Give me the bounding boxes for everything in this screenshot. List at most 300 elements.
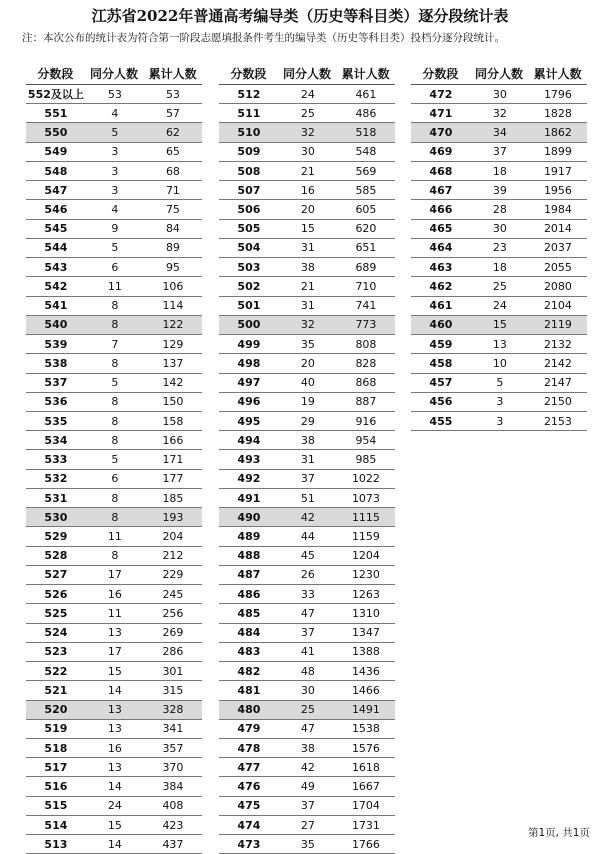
same-count-cell: 14 [107,780,122,794]
same-count-cell: 18 [492,260,507,274]
cumulative-cell: 1263 [351,587,380,601]
same-count-cell: 35 [300,837,315,851]
score-cell: 499 [237,337,261,351]
table-row [219,181,395,200]
cumulative-cell: 114 [162,299,184,313]
cumulative-cell: 1667 [351,780,380,794]
score-cell: 513 [44,837,68,851]
header-same-count: 同分人数 [475,66,524,81]
score-cell: 478 [237,741,261,755]
cumulative-cell: 137 [162,356,184,370]
same-count-cell: 31 [300,241,315,255]
header-cumulative: 累计人数 [341,66,390,81]
score-cell: 509 [237,145,261,159]
same-count-cell: 8 [111,356,119,370]
score-cell: 519 [44,722,68,736]
same-count-cell: 15 [107,818,122,832]
table-row [219,585,395,604]
table-row [26,200,202,219]
table-header [411,62,587,85]
score-cell: 535 [44,414,68,428]
table-header [26,62,202,85]
table-row [219,643,395,662]
same-count-cell: 9 [111,222,119,236]
table-row [26,508,202,527]
score-cell: 541 [44,299,68,313]
score-cell: 539 [44,337,68,351]
table-row [26,316,202,335]
same-count-cell: 25 [300,703,315,717]
cumulative-cell: 1310 [351,606,380,620]
same-count-cell: 14 [107,837,122,851]
score-cell: 477 [237,760,261,774]
same-count-cell: 30 [300,145,315,159]
score-cell: 536 [44,395,68,409]
cumulative-cell: 2014 [543,222,572,236]
score-cell: 458 [429,356,453,370]
score-cell: 493 [237,453,261,467]
table-row [26,277,202,296]
same-count-cell: 20 [300,203,315,217]
table-column-3 [411,62,587,431]
same-count-cell: 16 [107,741,122,755]
score-cell: 488 [237,549,261,563]
score-cell: 524 [44,626,68,640]
cumulative-cell: 1828 [543,106,572,120]
table-row [411,258,587,277]
table-row [219,816,395,835]
table-row [219,162,395,181]
table-row [411,239,587,258]
table-row [26,604,202,623]
table-row [411,335,587,354]
score-cell: 504 [237,241,261,255]
table-row [219,393,395,412]
cumulative-cell: 1022 [351,472,380,486]
header-score: 分数段 [230,66,267,81]
cumulative-cell: 423 [162,818,184,832]
same-count-cell: 48 [300,664,315,678]
same-count-cell: 11 [107,279,122,293]
table-column-2 [219,62,395,854]
table-row [219,681,395,700]
table-column-1 [26,62,202,854]
score-cell: 512 [237,87,261,101]
same-count-cell: 6 [111,260,119,274]
table-row [219,104,395,123]
table-row [411,162,587,181]
table-row [411,316,587,335]
table-rows [219,85,395,854]
score-cell: 537 [44,376,68,390]
same-count-cell: 26 [300,568,315,582]
score-cell: 545 [44,222,68,236]
same-count-cell: 31 [300,453,315,467]
same-count-cell: 3 [496,414,504,428]
table-row [219,604,395,623]
table-row [26,489,202,508]
cumulative-cell: 1388 [351,645,380,659]
same-count-cell: 13 [492,337,507,351]
score-cell: 467 [429,183,453,197]
table-row [219,470,395,489]
same-count-cell: 8 [111,395,119,409]
score-cell: 474 [237,818,261,832]
cumulative-cell: 808 [355,337,377,351]
score-cell: 540 [44,318,68,332]
cumulative-cell: 689 [355,260,377,274]
cumulative-cell: 142 [162,376,184,390]
table-row [26,662,202,681]
same-count-cell: 29 [300,414,315,428]
score-cell: 486 [237,587,261,601]
header-cumulative: 累计人数 [148,66,197,81]
cumulative-cell: 129 [162,337,184,351]
score-cell: 476 [237,780,261,794]
score-cell: 534 [44,433,68,447]
same-count-cell: 51 [300,491,315,505]
same-count-cell: 7 [111,337,119,351]
cumulative-cell: 229 [162,568,184,582]
score-cell: 530 [44,510,68,524]
same-count-cell: 21 [300,164,315,178]
same-count-cell: 37 [492,145,507,159]
table-row [26,720,202,739]
score-cell: 460 [429,318,453,332]
score-cell: 516 [44,780,68,794]
cumulative-cell: 68 [165,164,180,178]
table-row [219,662,395,681]
cumulative-cell: 1436 [351,664,380,678]
score-cell: 461 [429,299,453,313]
cumulative-cell: 1576 [351,741,380,755]
same-count-cell: 49 [300,780,315,794]
cumulative-cell: 2119 [543,318,572,332]
table-row [219,566,395,585]
table-row [26,431,202,450]
table-row [26,374,202,393]
table-row [219,720,395,739]
cumulative-cell: 122 [162,318,184,332]
score-cell: 498 [237,356,261,370]
cumulative-cell: 773 [355,318,377,332]
score-cell: 527 [44,568,68,582]
same-count-cell: 15 [300,222,315,236]
same-count-cell: 10 [492,356,507,370]
table-row [26,739,202,758]
cumulative-cell: 741 [355,299,377,313]
table-row [26,681,202,700]
table-row [26,297,202,316]
table-rows [411,85,587,431]
score-cell: 550 [44,126,68,140]
table-row [219,624,395,643]
score-cell: 465 [429,222,453,236]
cumulative-cell: 548 [355,145,377,159]
cumulative-cell: 1704 [351,799,380,813]
cumulative-cell: 2080 [543,279,572,293]
same-count-cell: 39 [492,183,507,197]
table-row [411,297,587,316]
table-row [219,354,395,373]
score-cell: 529 [44,530,68,543]
cumulative-cell: 193 [162,510,184,524]
table-row [219,85,395,104]
header-same-count: 同分人数 [283,66,332,81]
cumulative-cell: 212 [162,549,184,563]
score-cell: 457 [429,376,453,390]
table-row [26,585,202,604]
score-cell: 510 [237,126,261,140]
same-count-cell: 18 [492,164,507,178]
table-row [26,470,202,489]
score-cell: 507 [237,183,261,197]
same-count-cell: 3 [111,164,119,178]
table-row [219,739,395,758]
table-row [219,835,395,854]
table-row [26,816,202,835]
cumulative-cell: 2147 [543,376,572,390]
table-row [219,489,395,508]
cumulative-cell: 185 [162,491,184,505]
score-cell: 456 [429,395,453,409]
same-count-cell: 27 [300,818,315,832]
score-cell: 469 [429,145,453,159]
same-count-cell: 30 [492,87,507,101]
table-row [26,624,202,643]
same-count-cell: 13 [107,760,122,774]
cumulative-cell: 710 [355,279,377,293]
table-row [26,335,202,354]
same-count-cell: 8 [111,549,119,563]
same-count-cell: 24 [300,87,315,101]
score-cell: 522 [44,664,68,678]
same-count-cell: 44 [300,530,315,543]
cumulative-cell: 828 [355,356,377,370]
score-cell: 496 [237,395,261,409]
score-cell: 491 [237,491,261,505]
table-row [219,508,395,527]
score-cell: 483 [237,645,261,659]
same-count-cell: 30 [492,222,507,236]
score-cell: 506 [237,203,261,217]
score-cell: 492 [237,472,261,486]
table-row [26,450,202,469]
cumulative-cell: 65 [165,145,180,159]
cumulative-cell: 1862 [543,126,572,140]
table-row [219,412,395,431]
cumulative-cell: 1618 [351,760,380,774]
cumulative-cell: 71 [165,183,180,197]
same-count-cell: 3 [111,183,119,197]
same-count-cell: 5 [111,376,119,390]
score-cell: 455 [429,414,453,428]
cumulative-cell: 2132 [543,337,572,351]
table-row [411,412,587,431]
cumulative-cell: 461 [355,87,377,101]
table-row [26,181,202,200]
table-row [219,450,395,469]
table-row [219,777,395,796]
table-row [26,104,202,123]
cumulative-cell: 171 [162,453,184,467]
score-cell: 525 [44,606,68,620]
score-cell: 511 [237,106,261,120]
same-count-cell: 13 [107,722,122,736]
cumulative-cell: 2153 [543,414,572,428]
same-count-cell: 24 [492,299,507,313]
score-cell: 464 [429,241,453,255]
table-row [411,374,587,393]
cumulative-cell: 651 [355,241,377,255]
table-row [411,181,587,200]
table-row [26,239,202,258]
same-count-cell: 31 [300,299,315,313]
cumulative-cell: 357 [162,741,184,755]
score-cell: 552及以上 [27,88,84,102]
table-row [411,354,587,373]
cumulative-cell: 408 [162,799,184,813]
table-note: 注：本次公布的统计表为符合第一阶段志愿填报条件考生的编导类（历史等科目类）投档分逐分段统计。 [22,32,505,44]
cumulative-cell: 1984 [543,203,572,217]
score-cell: 531 [44,491,68,505]
cumulative-cell: 384 [162,780,184,794]
same-count-cell: 15 [492,318,507,332]
same-count-cell: 8 [111,510,119,524]
table-row [26,220,202,239]
same-count-cell: 37 [300,472,315,486]
table-header [219,62,395,85]
same-count-cell: 38 [300,741,315,755]
header-cumulative: 累计人数 [533,66,582,81]
same-count-cell: 25 [300,106,315,120]
score-cell: 472 [429,87,453,101]
same-count-cell: 17 [107,568,122,582]
cumulative-cell: 486 [355,106,377,120]
same-count-cell: 13 [107,626,122,640]
table-row [219,258,395,277]
same-count-cell: 5 [111,241,119,255]
same-count-cell: 17 [107,645,122,659]
table-row [26,123,202,142]
score-cell: 520 [44,703,68,717]
cumulative-cell: 328 [162,703,184,717]
cumulative-cell: 1159 [351,530,380,543]
score-cell: 502 [237,279,261,293]
cumulative-cell: 2055 [543,260,572,274]
table-row [219,239,395,258]
same-count-cell: 8 [111,433,119,447]
cumulative-cell: 585 [355,183,377,197]
same-count-cell: 23 [492,241,507,255]
cumulative-cell: 620 [355,222,377,236]
cumulative-cell: 1956 [543,183,572,197]
cumulative-cell: 62 [165,126,180,140]
cumulative-cell: 1731 [351,818,380,832]
cumulative-cell: 286 [162,645,184,659]
same-count-cell: 53 [107,87,122,101]
cumulative-cell: 605 [355,203,377,217]
cumulative-cell: 1466 [351,683,380,697]
cumulative-cell: 84 [165,222,180,236]
cumulative-cell: 1204 [351,549,380,563]
same-count-cell: 3 [496,395,504,409]
same-count-cell: 28 [492,203,507,217]
same-count-cell: 33 [300,587,315,601]
same-count-cell: 47 [300,606,315,620]
table-row [26,701,202,720]
same-count-cell: 5 [496,376,504,390]
same-count-cell: 30 [300,683,315,697]
score-cell: 484 [237,626,261,640]
table-row [219,374,395,393]
table-row [219,220,395,239]
table-row [219,431,395,450]
score-cell: 515 [44,799,68,813]
cumulative-cell: 53 [165,87,180,101]
table-row [411,277,587,296]
cumulative-cell: 75 [165,203,180,217]
cumulative-cell: 1230 [351,568,380,582]
table-row [26,835,202,854]
cumulative-cell: 269 [162,626,184,640]
score-cell: 532 [44,472,68,486]
table-row [219,143,395,162]
cumulative-cell: 2037 [543,241,572,255]
score-cell: 549 [44,145,68,159]
score-cell: 485 [237,606,261,620]
table-rows [26,85,202,854]
cumulative-cell: 1115 [351,510,380,524]
score-cell: 497 [237,376,261,390]
same-count-cell: 14 [107,683,122,697]
score-cell: 479 [237,722,261,736]
table-row [411,220,587,239]
same-count-cell: 47 [300,722,315,736]
score-cell: 459 [429,337,453,351]
header-same-count: 同分人数 [90,66,139,81]
same-count-cell: 16 [300,183,315,197]
cumulative-cell: 57 [165,106,180,120]
cumulative-cell: 1766 [351,837,380,851]
cumulative-cell: 1899 [543,145,572,159]
score-cell: 514 [44,818,68,832]
score-cell: 480 [237,703,261,717]
same-count-cell: 6 [111,472,119,486]
same-count-cell: 4 [111,106,119,120]
cumulative-cell: 256 [162,606,184,620]
table-row [26,354,202,373]
score-cell: 528 [44,549,68,563]
same-count-cell: 8 [111,414,119,428]
page-footer: 第1页, 共1页 [527,827,590,839]
table-row [219,316,395,335]
table-row [26,412,202,431]
same-count-cell: 35 [300,337,315,351]
score-cell: 544 [44,241,68,255]
score-cell: 462 [429,279,453,293]
same-count-cell: 21 [300,279,315,293]
table-row [411,123,587,142]
table-row [26,162,202,181]
cumulative-cell: 315 [162,683,184,697]
table-row [219,277,395,296]
table-row [219,123,395,142]
same-count-cell: 32 [492,106,507,120]
cumulative-cell: 245 [162,587,184,601]
table-row [219,797,395,816]
same-count-cell: 5 [111,453,119,467]
